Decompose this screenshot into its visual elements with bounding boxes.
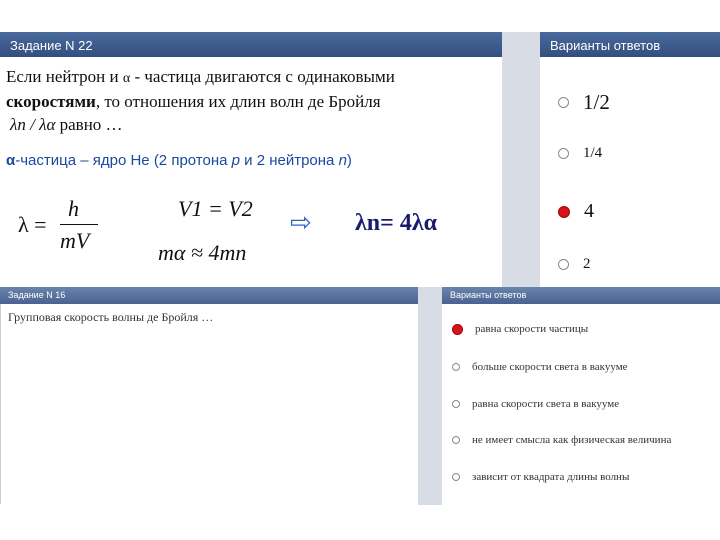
solution-result: λn= 4λα bbox=[355, 210, 437, 236]
formula-numerator: h bbox=[68, 196, 79, 221]
radio-button-selected[interactable] bbox=[452, 324, 463, 335]
answer-option-2[interactable] bbox=[452, 323, 588, 335]
ratio-expression: λn / λα bbox=[10, 115, 56, 134]
radio-button[interactable] bbox=[452, 473, 460, 481]
hint-part: -частица – ядро He (2 протона bbox=[15, 152, 232, 169]
hint-part: ) bbox=[346, 152, 352, 169]
option-label: равна скорости частицы bbox=[475, 323, 589, 335]
option-label: не имеет смысла как физическая величина bbox=[472, 434, 672, 446]
hint-text bbox=[6, 152, 352, 169]
radio-button[interactable] bbox=[452, 400, 460, 408]
question-part: - частица двигаются с одинаковыми bbox=[130, 67, 395, 86]
answer-option-2[interactable] bbox=[452, 398, 619, 410]
answers-header bbox=[540, 32, 720, 57]
answer-option[interactable] bbox=[558, 90, 610, 115]
fraction-bar bbox=[60, 224, 98, 225]
formula-lambda-lhs: λ = bbox=[18, 212, 47, 237]
arrow-icon: ⇨ bbox=[290, 208, 312, 238]
panel-divider-2 bbox=[418, 287, 442, 505]
hint-alpha: α bbox=[6, 152, 16, 169]
answers-title-2: Варианты ответов bbox=[450, 290, 527, 300]
answer-option-2[interactable] bbox=[452, 434, 671, 446]
radio-button[interactable] bbox=[452, 363, 460, 371]
formula-equal-velocities: V1 = V2 bbox=[178, 196, 253, 221]
question-part: , то отношения их длин волн де Бройля bbox=[95, 92, 381, 111]
panel-border bbox=[0, 304, 1, 504]
option-label: 4 bbox=[584, 200, 594, 222]
task-title: Задание N 22 bbox=[10, 38, 93, 53]
formula-mass-relation: mα ≈ 4mn bbox=[158, 240, 247, 265]
answer-option[interactable] bbox=[558, 256, 591, 273]
answers-header-2 bbox=[442, 287, 720, 304]
radio-button[interactable] bbox=[452, 436, 460, 444]
hint-proton: p bbox=[231, 152, 240, 169]
radio-button[interactable] bbox=[558, 148, 569, 159]
formula-denominator: mV bbox=[60, 228, 90, 253]
option-label: 1/2 bbox=[583, 90, 610, 114]
answer-option[interactable] bbox=[558, 200, 594, 223]
answers-title: Варианты ответов bbox=[550, 38, 661, 53]
task-header-2 bbox=[0, 287, 418, 304]
answer-option[interactable] bbox=[558, 145, 602, 162]
hint-part: и 2 нейтрона bbox=[239, 152, 339, 169]
question-bold-word: скоростями bbox=[6, 92, 96, 111]
option-label: больше скорости света в вакууме bbox=[472, 361, 628, 373]
option-label: 2 bbox=[583, 256, 591, 272]
hint-neutron: n bbox=[338, 152, 347, 169]
radio-button-selected[interactable] bbox=[558, 206, 570, 218]
question-text-2: Групповая скорость волны де Бройля … bbox=[8, 310, 214, 324]
option-label: 1/4 bbox=[583, 145, 603, 161]
alpha-symbol: α bbox=[122, 71, 131, 86]
radio-button[interactable] bbox=[558, 259, 569, 270]
task-title-2: Задание N 16 bbox=[8, 290, 66, 300]
panel-divider bbox=[502, 32, 540, 287]
task-header bbox=[0, 32, 502, 57]
question-text bbox=[6, 65, 496, 136]
question-part: равно … bbox=[55, 115, 123, 134]
option-label: равна скорости света в вакууме bbox=[472, 398, 620, 410]
radio-button[interactable] bbox=[558, 97, 569, 108]
answer-option-2[interactable] bbox=[452, 471, 629, 483]
answer-option-2[interactable] bbox=[452, 361, 628, 373]
option-label: зависит от квадрата длины волны bbox=[472, 471, 630, 483]
question-part: Если нейтрон и bbox=[6, 67, 123, 86]
